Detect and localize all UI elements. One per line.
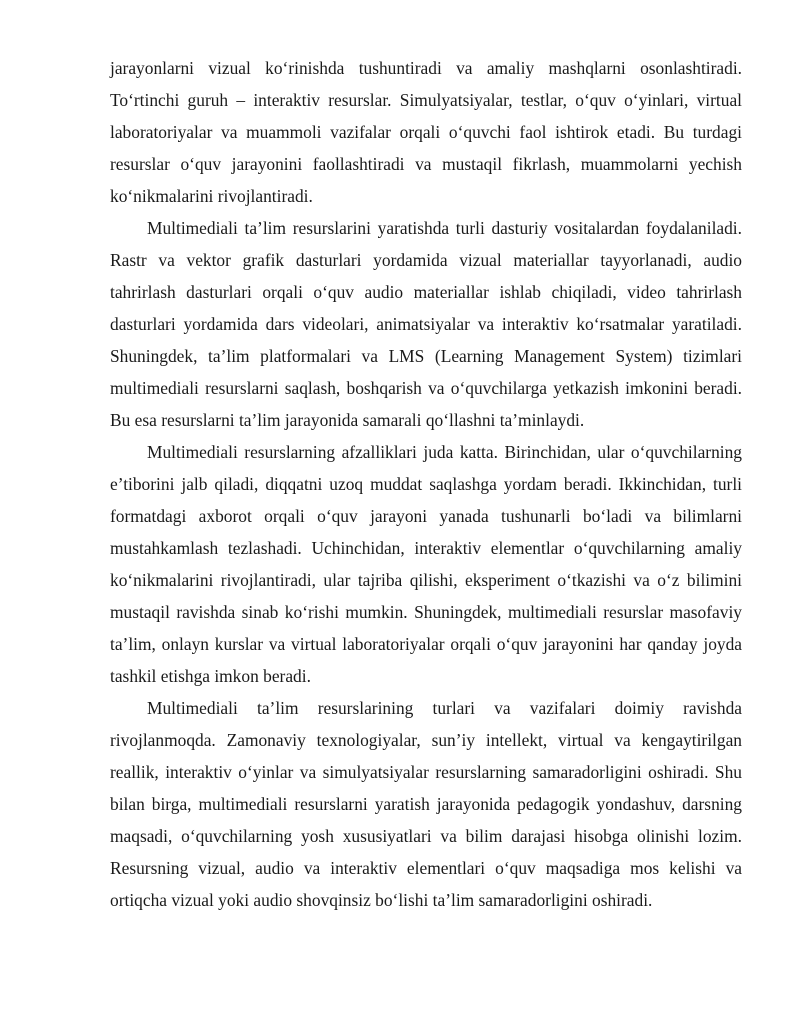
document-page xyxy=(110,52,742,916)
paragraph-software-tools: Multimediali ta’lim resurslarini yaratishda turli dasturiy vositalardan foydalaniladi. Rastr va vektor grafik dasturlari yordamida vizual materiallar tayyorlanadi, audio tahrirlash dasturlari orqali o‘quv audio materiallar ishlab chiqiladi, video tahrirlash dasturlari yordamida dars videolari, animatsiyalar va interaktiv ko‘rsatmalar yaratiladi. Shuningdek, ta’lim platformalari va LMS (Learning Management System) tizimlari multimediali resurslarni saqlash, boshqarish va o‘quvchilarga yetkazish imkonini beradi. Bu esa resurslarni ta’lim jarayonida samarali qo‘llashni ta’minlaydi. xyxy=(110,218,742,430)
paragraph-development: Multimediali ta’lim resurslarining turlari va vazifalari doimiy ravishda rivojlanmoqda. Zamonaviy texnologiyalar, sun’iy intellekt, virtual va kengaytirilgan reallik, interaktiv o‘yinlar va simulyatsiyalar resurslarning samaradorligini oshiradi. Shu bilan birga, multimediali resurslarni yaratish jarayonida pedagogik yondashuv, darsning maqsadi, o‘quvchilarning yosh xususiyatlari va bilim darajasi hisobga olinishi lozim. Resursning vizual, audio va interaktiv elementlari o‘quv maqsadiga mos kelishi va ortiqcha vizual yoki audio shovqinsiz bo‘lishi ta’lim samaradorligini oshiradi. xyxy=(110,698,742,910)
paragraph-advantages: Multimediali resurslarning afzalliklari juda katta. Birinchidan, ular o‘quvchilarning e’tiborini jalb qiladi, diqqatni uzoq muddat saqlashga yordam beradi. Ikkinchidan, turli formatdagi axborot orqali o‘quv jarayoni yanada tushunarli bo‘ladi va bilimlarni mustahkamlash tezlashadi. Uchinchidan, interaktiv elementlar o‘quvchilarning amaliy ko‘nikmalarini rivojlantiradi, ular tajriba qilishi, eksperiment o‘tkazishi va o‘z bilimini mustaqil ravishda sinab ko‘rishi mumkin. Shuningdek, multimediali resurslar masofaviy ta’lim, onlayn kurslar va virtual laboratoriyalar orqali o‘quv jarayonini har qanday joyda tashkil etishga imkon beradi. xyxy=(110,442,742,686)
paragraph-continuation: jarayonlarni vizual ko‘rinishda tushuntiradi va amaliy mashqlarni osonlashtiradi. To‘rtinchi guruh – interaktiv resurslar. Simulyatsiyalar, testlar, o‘quv o‘yinlari, virtual laboratoriyalar va muammoli vazifalar orqali o‘quvchi faol ishtirok etadi. Bu turdagi resurslar o‘quv jarayonini faollashtiradi va mustaqil fikrlash, muammolarni yechish ko‘nikmalarini rivojlantiradi. xyxy=(110,58,742,206)
